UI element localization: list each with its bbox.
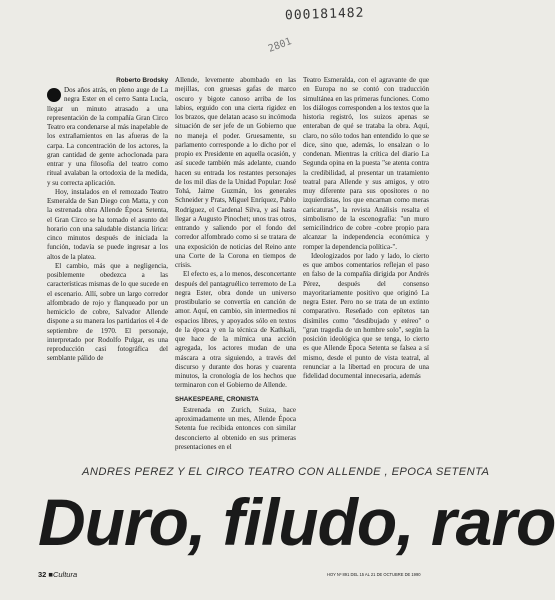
- article-column-3: [303, 76, 429, 476]
- article-paragraph: El cambio, más que a negligencia, posiblemente obedezca a las características mismas de lo que sucede en el escenario. Allí, sobre un largo corredor alfombrado de rojo y flanqueado por un hemiciclo de cobre, Salvador Allende dispone a su manera los partidarios el 4 de septiembre de 1970. El personaje, interpretado por Rodolfo Pulgar, es una reproducción casi fotográfica del semblante pálido de: [47, 261, 168, 363]
- article-column-2: [175, 76, 296, 471]
- handwritten-scribble: 2801: [266, 36, 294, 55]
- handwritten-archive-code: 000181482: [284, 5, 365, 24]
- article-paragraph: Estrenada en Zurich, Suiza, hace aproximadamente un mes, Allende Época Setenta fue recibida entonces con similar desconcierto al obtenido en sus primeras presentaciones en el: [175, 405, 296, 451]
- article-paragraph: Dos años atrás, en pleno auge de La negra Ester en el cerro Santa Lucía, llegar un minuto atrasado a una representación de la compañía Gran Circo Teatro era condenarse al más inapelable de los extrañamientos en las afueras de la carpa. La concentración de los actores, la gran cantidad de gente achoclonada para entrar y una filosofía del teatro como ritual avalaban la ortodoxia de la medida, y su correcta aplicación.: [47, 86, 168, 187]
- article-paragraph: Teatro Esmeralda, con el agravante de que en Europa no se contó con traducción simultánea en las primeras funciones. Como los diálogos corresponden a los textos que la historia registró, los suizos apenas se enteraban de qué se trataba la obra. Aquí, claro, no sólo todos han entendido lo que se dice, sino que, además, lo ensalzan o lo condenan. Mientras la crítica del diario La Segunda opina en la puesta "se atenta contra la credibilidad, al presentar un tratamiento teatral para Allende y sus amigos, y otro muy diferente para sus opositores o no izquierdistas, los que encarnan como meras caricaturas", la revista Análisis resalta el simbolismo de la escenografía: "un muro semicilíndrico de cobre -cobre propio para alcanzar la independencia económica y romper la dependencia política-".: [303, 76, 429, 251]
- page-footer-left: [38, 570, 77, 579]
- article-paragraph: Hoy, instalados en el remozado Teatro Esmeralda de San Diego con Matta, y con la estrenada obra Allende Época Setenta, el Gran Circo se ha tomado el asunto del horario con una saludable distancia lírica: cinco minutos después de iniciada la función, todavía se puede ingresar a los altos de la platea.: [47, 187, 168, 261]
- footer-square-icon: ■: [46, 570, 53, 579]
- section-name: Cultura: [52, 570, 78, 579]
- page-number: 32: [38, 570, 47, 579]
- article-tagline: ANDRES PEREZ Y EL CIRCO TEATRO CON ALLENDE , EPOCA SETENTA: [82, 466, 490, 478]
- issue-info: HOY Nº 891 DEL 15 AL 21 DE OCTUBRE DE 1990: [327, 572, 421, 577]
- article-headline: Duro, filudo, raro: [38, 485, 555, 559]
- article-subhead: SHAKESPEARE, CRONISTA: [175, 395, 259, 403]
- article-column-1: [47, 76, 168, 436]
- drop-cap-bullet-icon: [47, 88, 61, 102]
- article-paragraph: Ideologizados por lado y lado, lo cierto es que ambos comentarios reflejan el paso en falso de la compañía dirigida por Andrés Pérez, después del consenso mayoritariamente positivo que originó La negra Ester. Pero no se trata de un extinto comparativo. Reseñado con epítetos tan disímiles como "desdibujado y etéreo" o "gran tragedia de un hombre solo", según la posición ideológica que se tenga, lo cierto es que Allende Época Setenta se falsea a sí mismo, desde el punto de vista teatral, al renunciar a la libertad en procura de una fidelidad documental innecesaria, además: [303, 251, 429, 380]
- article-paragraph: El efecto es, a lo menos, desconcertante después del pantagruélico terremoto de La negra Ester, obra donde un universo prostibulario se convertía en canción de amor. Aquí, en cambio, sin intermedios ni espacios libres, y apoyados sólo en textos de la época y en la técnica de Kathkali, que hace de la mímica una acción agregada, los actores mudan de una máscara a otra siguiendo, a través del discurso y durante dos horas y cuarenta minutos, la cronología de los hechos que terminaron con el Gobierno de Allende.: [175, 270, 296, 390]
- article-author: Roberto Brodsky: [116, 77, 168, 84]
- article-paragraph: Allende, levemente abombado en las mejillas, con gruesas gafas de marco oscuro y bigote canoso arriba de los labios, erguido con una cierta rigidez en los brazos, que delatan acaso su incómoda situación de ser jefe de un Gobierno que no maneja el poder. Gruesamente, su parlamento corresponde a lo dicho por el propio ex Presidente en aquella ocasión, y así sucede también más adelante, cuando hacen su entrada los restantes personajes de los mil días de la Unidad Popular: José Tohá, Jaime Guzmán, los generales Schneider y Prats, Miguel Enríquez, Pablo Rodríguez, el Cardenal Silva, y así hasta llegar a Augusto Pinochet; unos tras otros, entrando y saliendo por el fondo del corredor alfombrado como si se tratara de una exposición de noticias del Reino ante una Corte de la Corona en tiempos de crisis.: [175, 76, 296, 269]
